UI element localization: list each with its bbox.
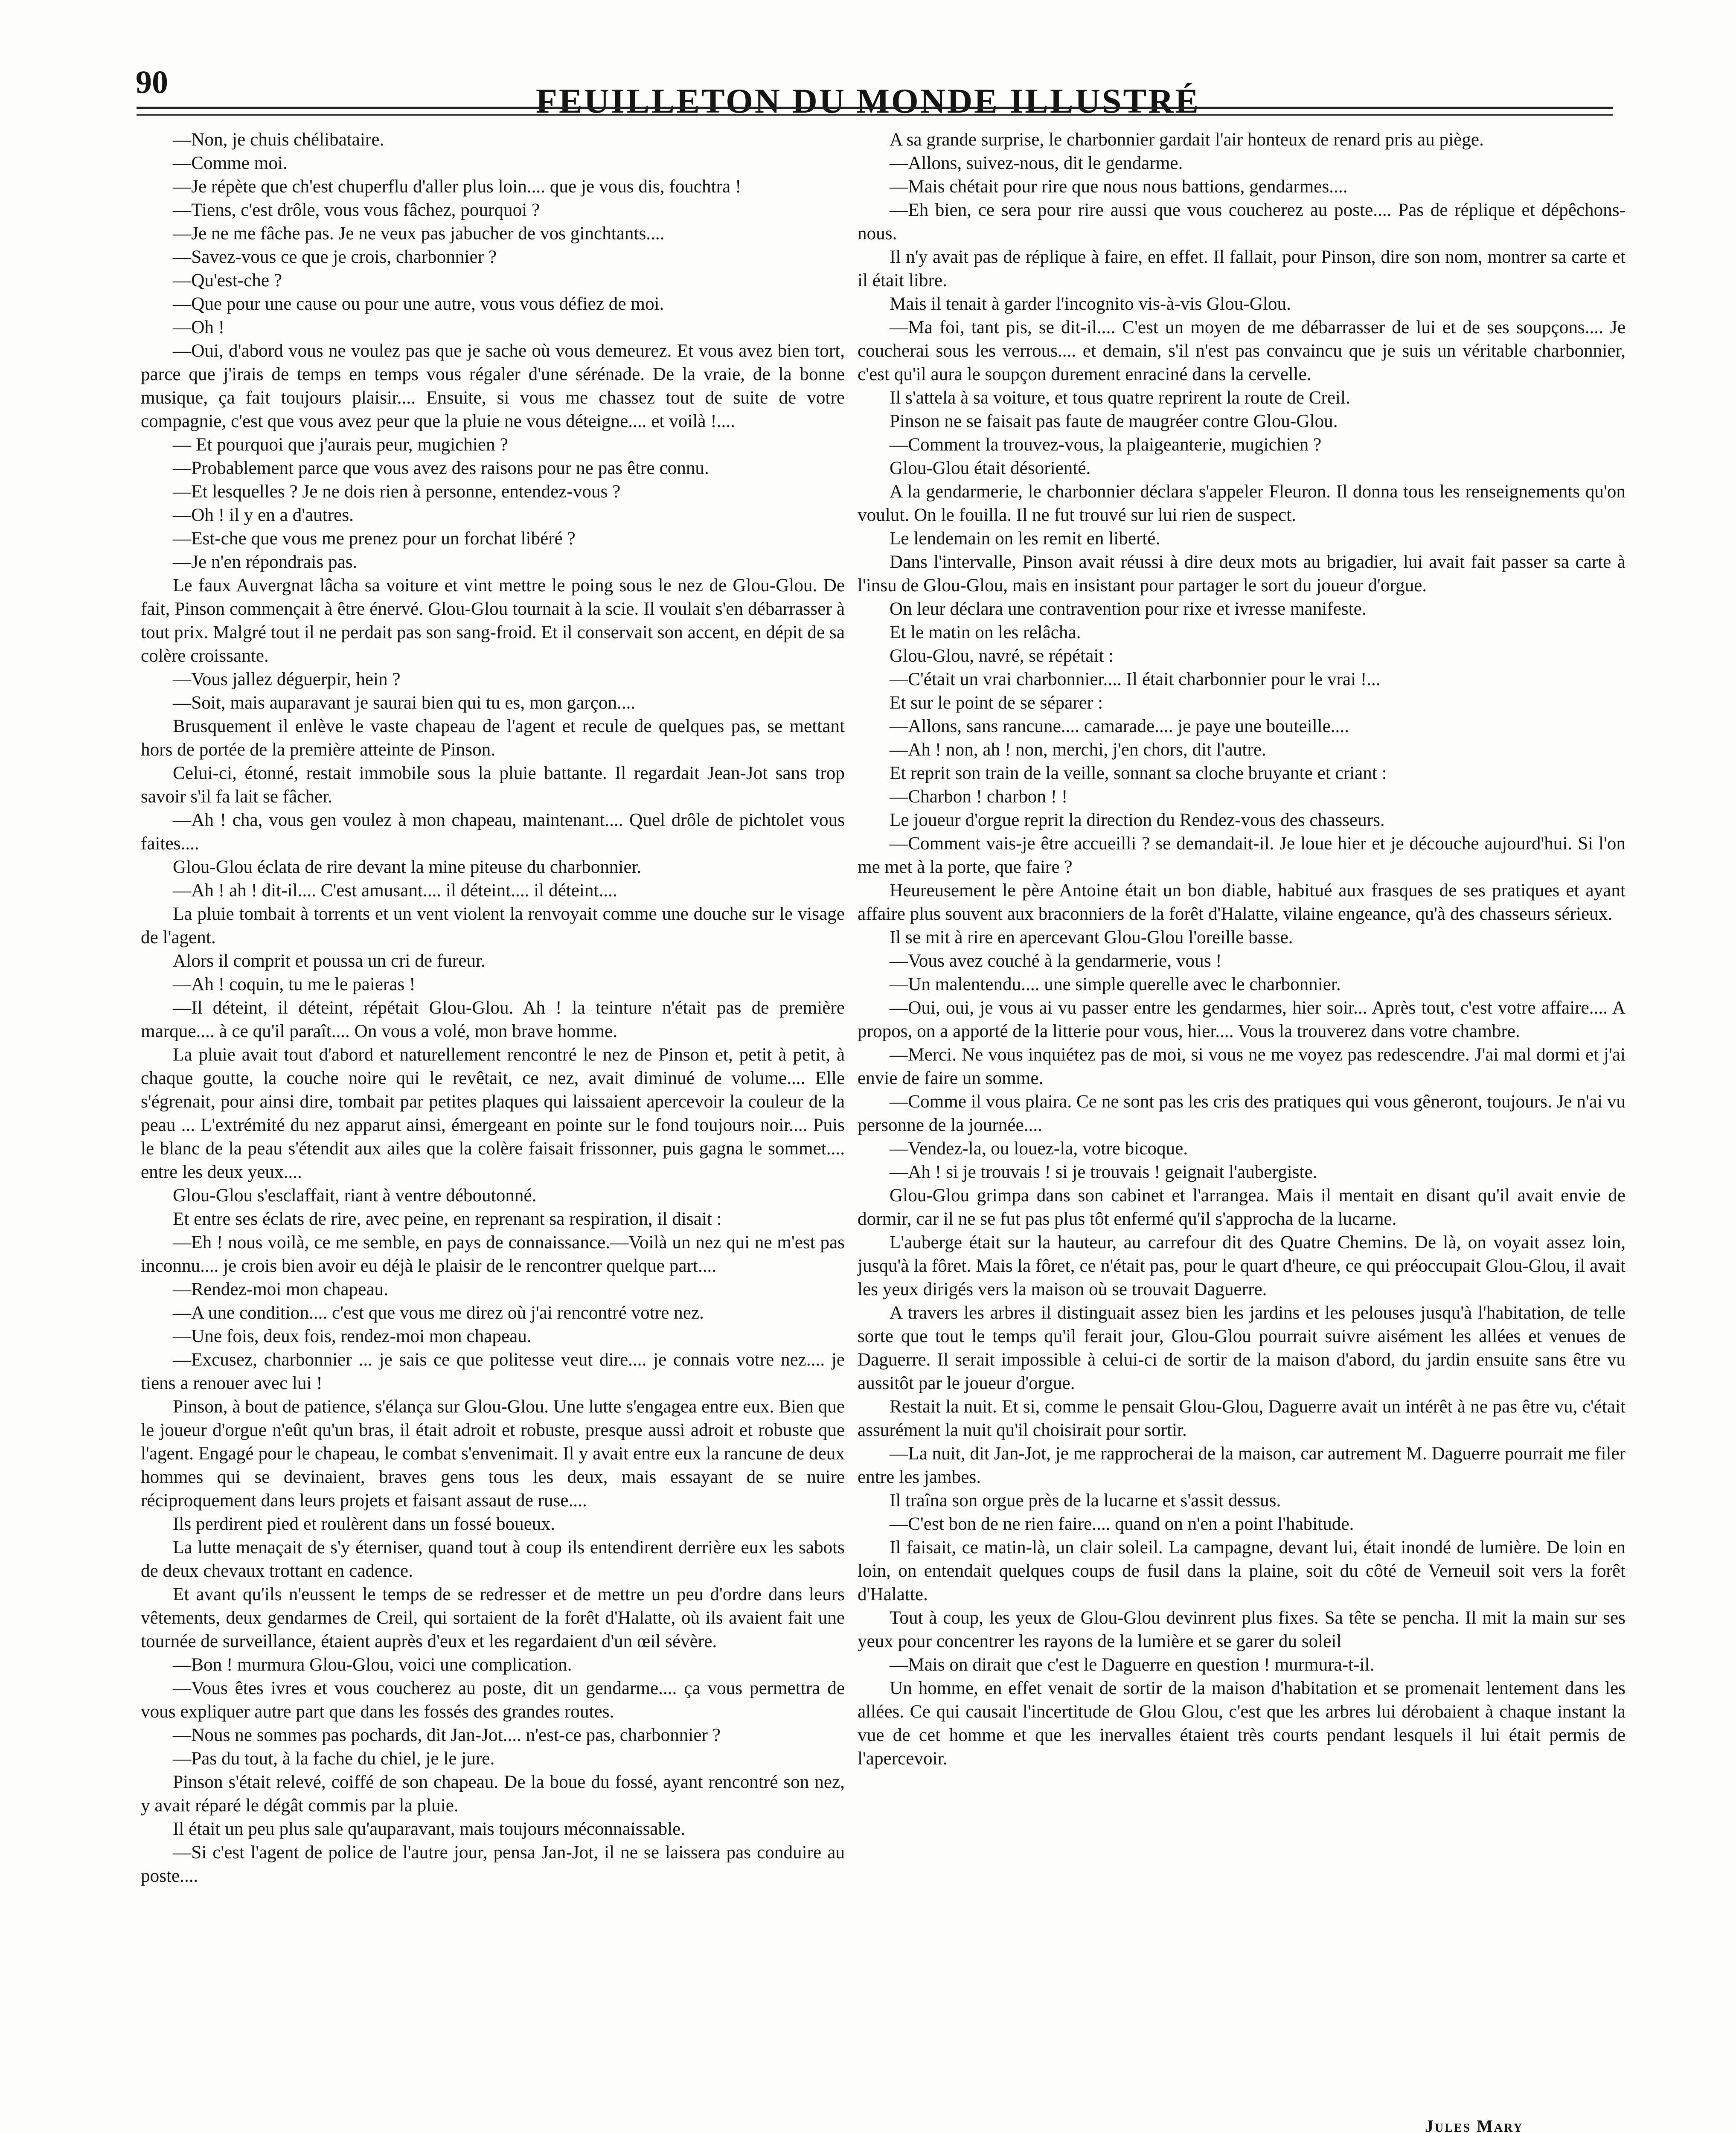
paragraph: Il était un peu plus sale qu'auparavant, mais toujours méconnaissable. (173, 1819, 686, 1839)
paragraph: Glou-Glou s'esclaffait, riant à ventre déboutonné. (173, 1186, 537, 1206)
paragraph: La pluie tombait à torrents et un vent violent la renvoyait comme une douche sur le visage de l'agent. (141, 904, 845, 947)
paragraph: L'auberge était sur la hauteur, au carrefour dit des Quatre Chemins. De là, on voyait assez loin, jusqu'à la fôret. Mais la fôret, ce n'était pas, pour le quart d'heure, ce qui préoccupait Glou-Glou, il avait les yeux dirigés vers la maison où se trouvait Daguerre. (858, 1232, 1626, 1299)
paragraph: —C'était un vrai charbonnier.... Il était charbonnier pour le vrai !... (890, 669, 1381, 689)
paragraph: —Eh ! nous voilà, ce me semble, en pays de connaissance.—Voilà un nez qui ne m'est pas inconnu.... je crois bien avoir eu déjà le plaisir de le rencontrer quelque part.... (141, 1232, 845, 1276)
paragraph: —Comme moi. (173, 153, 288, 173)
paragraph: —Vous avez couché à la gendarmerie, vous ! (890, 951, 1222, 971)
paragraph: Et avant qu'ils n'eussent le temps de se redresser et de mettre un peu d'ordre dans leurs vêtements, deux gendarmes de Creil, qui sortaient de la forêt d'Halatte, où ils avaient fait une tournée de surveillance, étaient auprès d'eux et les regardaient d'un œil sévère. (141, 1584, 845, 1651)
paragraph: —Vendez-la, ou louez-la, votre bicoque. (890, 1139, 1188, 1159)
paragraph: Il faisait, ce matin-là, un clair soleil. La campagne, devant lui, était inondé de lumière. De loin en loin, on entendait quelques coups de fusil dans la plaine, soit du côté de Verneuil soit vers la forêt d'Halatte. (858, 1537, 1626, 1604)
paragraph: —Il déteint, il déteint, répétait Glou-Glou. Ah ! la teinture n'était pas de première marque.... à ce qu'il paraît.... On vous a volé, mon brave homme. (141, 998, 845, 1041)
left-column (141, 128, 845, 1888)
paragraph: —Oui, d'abord vous ne voulez pas que je sache où vous demeurez. Et vous avez bien tort, parce que j'irais de temps en temps vous régaler d'une sérénade. De la vraie, de la bonne musique, ça fait toujours plaisir.... Ensuite, si vous me chassez tout de suite de votre compagnie, c'est que vous avez peur que la pluie ne vous déteigne.... et voilà !.... (141, 341, 845, 431)
paragraph: A la gendarmerie, le charbonnier déclara s'appeler Fleuron. Il donna tous les renseignements qu'on voulut. On le fouilla. Il ne fut trouvé sur lui rien de suspect. (858, 482, 1626, 525)
paragraph: Le faux Auvergnat lâcha sa voiture et vint mettre le poing sous le nez de Glou-Glou. De fait, Pinson commençait à être énervé. Glou-Glou tournait à la scie. Il voulait s'en débarrasser à tout prix. Malgré tout il ne perdait pas son sang-froid. Et il conservait son accent, en dépit de sa colère croissante. (141, 575, 845, 666)
paragraph: Il se mit à rire en apercevant Glou-Glou l'oreille basse. (890, 927, 1293, 947)
paragraph: —Ah ! cha, vous gen voulez à mon chapeau, maintenant.... Quel drôle de pichtolet vous faites.... (141, 810, 845, 854)
paragraph: La pluie avait tout d'abord et naturellement rencontré le nez de Pinson et, petit à petit, à chaque goutte, la couche noire qui le revêtait, ce nez, avait diminué de volume.... Elle s'égrenait, pour ainsi dire, tombait par petites plaques qui laissaient apercevoir la couleur de la peau ... L'extrémité du nez apparut ainsi, émergeant en pointe sur le fond toujours noir.... Puis le blanc de la peau s'étendit aux ailes que la colère faisait frissonner, puis gagna le sommet.... entre les deux yeux.... (141, 1045, 845, 1182)
paragraph: —C'est bon de ne rien faire.... quand on n'en a point l'habitude. (890, 1514, 1354, 1534)
paragraph: —Mais on dirait que c'est le Daguerre en question ! murmura-t-il. (890, 1655, 1375, 1675)
paragraph: Glou-Glou, navré, se répétait : (890, 646, 1114, 666)
paragraph: Glou-Glou était désorienté. (890, 458, 1091, 478)
paragraph: —Comment la trouvez-vous, la plaigeanterie, mugichien ? (890, 435, 1322, 455)
paragraph: Le joueur d'orgue reprit la direction du Rendez-vous des chasseurs. (890, 810, 1385, 830)
paragraph: A travers les arbres il distinguait assez bien les jardins et les pelouses jusqu'à l'habitation, de telle sorte que tout le temps qu'il ferait jour, Glou-Glou pourrait suivre aisément les allées et venues de Daguerre. Il serait impossible à celui-ci de sortir de la maison d'abord, du jardin ensuite sans être vu aussitôt par le joueur d'orgue. (858, 1303, 1626, 1393)
paragraph: —Que pour une cause ou pour une autre, vous vous défiez de moi. (173, 294, 664, 314)
paragraph: Et reprit son train de la veille, sonnant sa cloche bruyante et criant : (890, 763, 1387, 783)
paragraph: —Je n'en répondrais pas. (173, 552, 358, 572)
paragraph: —A une condition.... c'est que vous me direz où j'ai rencontré votre nez. (173, 1303, 704, 1323)
paragraph: —Pas du tout, à la fache du chiel, je le jure. (173, 1749, 495, 1769)
paragraph: A sa grande surprise, le charbonnier gardait l'air honteux de renard pris au piège. (890, 130, 1484, 150)
paragraph: —Ah ! coquin, tu me le paieras ! (173, 974, 416, 994)
paragraph: Pinson ne se faisait pas faute de maugréer contre Glou-Glou. (890, 411, 1338, 431)
paragraph: —Ah ! ah ! dit-il.... C'est amusant.... il déteint.... il déteint.... (173, 881, 617, 901)
paragraph: Pinson, à bout de patience, s'élança sur Glou-Glou. Une lutte s'engagea entre eux. Bien que le joueur d'orgue n'eût qu'un bras, il était adroit et robuste, presque aussi adroit et robuste que l'agent. Engagé pour le chapeau, le combat s'envenimait. Il y avait entre eux la rancune de deux hommes qui se devinaient, braves gens tous les deux, mais essayant de se nuire réciproquement dans leurs projets et faisant assaut de ruse.... (141, 1397, 845, 1511)
paragraph: —Bon ! murmura Glou-Glou, voici une complication. (173, 1655, 572, 1675)
paragraph: Pinson s'était relevé, coiffé de son chapeau. De la boue du fossé, ayant rencontré son nez, y avait réparé le dégât commis par la pluie. (141, 1772, 845, 1816)
paragraph: —Probablement parce que vous avez des raisons pour ne pas être connu. (173, 458, 709, 478)
paragraph: Glou-Glou éclata de rire devant la mine piteuse du charbonnier. (173, 857, 642, 877)
paragraph: —Ah ! non, ah ! non, merchi, j'en chors, dit l'autre. (890, 740, 1266, 760)
header-rule-thin (137, 114, 1613, 116)
paragraph: —Comment vais-je être accueilli ? se demandait-il. Je loue hier et je découche aujourd'hui. Si l'on me met à la porte, que faire ? (858, 834, 1626, 877)
paragraph: Dans l'intervalle, Pinson avait réussi à dire deux mots au brigadier, lui avait fait passer sa carte à l'insu de Glou-Glou, mais en insistant pour partager le sort du joueur d'orgue. (858, 552, 1626, 596)
paragraph: Il traîna son orgue près de la lucarne et s'assit dessus. (890, 1491, 1281, 1511)
paragraph: Glou-Glou grimpa dans son cabinet et l'arrangea. Mais il mentait en disant qu'il avait envie de dormir, car il ne se fut pas plus tôt enfermé qu'il s'approcha de la lucarne. (858, 1186, 1626, 1229)
paragraph: La lutte menaçait de s'y éterniser, quand tout à coup ils entendirent derrière eux les sabots de deux chevaux trottant en cadence. (141, 1537, 845, 1581)
header-rule (137, 107, 1613, 109)
running-head: FEUILLETON DU MONDE ILLUSTRÉ (535, 81, 1201, 120)
paragraph: —Oh ! (173, 317, 225, 337)
paragraph: —Qu'est-che ? (173, 270, 282, 291)
paragraph: Il s'attela à sa voiture, et tous quatre reprirent la route de Creil. (890, 388, 1350, 408)
paragraph: —Une fois, deux fois, rendez-moi mon chapeau. (173, 1326, 532, 1346)
paragraph: —Je ne me fâche pas. Je ne veux pas jabucher de vos ginchtants.... (173, 224, 665, 244)
paragraph: —Non, je chuis chélibataire. (173, 130, 384, 150)
paragraph: — Et pourquoi que j'aurais peur, mugichien ? (173, 435, 508, 455)
paragraph: —Un malentendu.... une simple querelle avec le charbonnier. (890, 974, 1341, 994)
paragraph: —Mais chétait pour rire que nous nous battions, gendarmes.... (890, 177, 1348, 197)
paragraph: —Vous êtes ivres et vous coucherez au poste, dit un gendarme.... ça vous permettra de vous expliquer autre part que dans les fossés des grandes routes. (141, 1678, 845, 1722)
right-column (858, 128, 1626, 1770)
paragraph: —Merci. Ne vous inquiétez pas de moi, si vous ne me voyez pas redescendre. J'ai mal dormi et j'ai envie de faire un somme. (858, 1045, 1626, 1088)
paragraph: —Oui, oui, je vous ai vu passer entre les gendarmes, hier soir... Après tout, c'est votre affaire.... A propos, on a apporté de la litterie pour vous, hier.... Vous la trouverez dans votre chambre. (858, 998, 1626, 1041)
paragraph: —Je répète que ch'est chuperflu d'aller plus loin.... que je vous dis, fouchtra ! (173, 177, 742, 197)
paragraph: —Est-che que vous me prenez pour un forchat libéré ? (173, 529, 576, 549)
page-number: 90 (136, 64, 168, 100)
paragraph: —Ah ! si je trouvais ! si je trouvais ! geignait l'aubergiste. (890, 1162, 1317, 1182)
paragraph: —Eh bien, ce sera pour rire aussi que vous coucherez au poste.... Pas de réplique et dépêchons-nous. (858, 200, 1626, 244)
paragraph: —Si c'est l'agent de police de l'autre jour, pensa Jan-Jot, il ne se laissera pas conduire au poste.... (141, 1842, 845, 1886)
paragraph: —Tiens, c'est drôle, vous vous fâchez, pourquoi ? (173, 200, 540, 220)
paragraph: —Allons, suivez-nous, dit le gendarme. (890, 153, 1183, 173)
paragraph: Restait la nuit. Et si, comme le pensait Glou-Glou, Daguerre avait un intérêt à ne pas être vu, c'était assurément la nuit qu'il choisirait pour sortir. (858, 1397, 1626, 1440)
paragraph: —Charbon ! charbon ! ! (890, 787, 1068, 807)
paragraph: —Allons, sans rancune.... camarade.... je paye une bouteille.... (890, 716, 1349, 736)
paragraph: On leur déclara une contravention pour rixe et ivresse manifeste. (890, 599, 1367, 619)
paragraph: Heureusement le père Antoine était un bon diable, habitué aux frasques de ses pratiques et ayant affaire plus souvent aux braconniers de la forêt d'Halatte, vilaine engeance, qu'à des chasseurs sérieux. (858, 881, 1626, 924)
paragraph: Et le matin on les relâcha. (890, 622, 1081, 642)
paragraph: —Comme il vous plaira. Ce ne sont pas les cris des pratiques qui vous gêneront, toujours. Je n'ai vu personne de la journée.... (858, 1092, 1626, 1135)
paragraph: Ils perdirent pied et roulèrent dans un fossé boueux. (173, 1514, 555, 1534)
paragraph: Mais il tenait à garder l'incognito vis-à-vis Glou-Glou. (890, 294, 1291, 314)
paragraph: Celui-ci, étonné, restait immobile sous la pluie battante. Il regardait Jean-Jot sans trop savoir s'il fa lait se fâcher. (141, 763, 845, 807)
paragraph: —Rendez-moi mon chapeau. (173, 1279, 388, 1299)
paragraph: Tout à coup, les yeux de Glou-Glou devinrent plus fixes. Sa tête se pencha. Il mit la main sur ses yeux pour concentrer les rayons de la lumière et se garer du soleil (858, 1608, 1626, 1651)
paragraph: —La nuit, dit Jan-Jot, je me rapprocherai de la maison, car autrement M. Daguerre pourrait me filer entre les jambes. (858, 1444, 1626, 1487)
paragraph: Alors il comprit et poussa un cri de fureur. (173, 951, 486, 971)
paragraph: Et sur le point de se séparer : (890, 693, 1103, 713)
paragraph: Il n'y avait pas de réplique à faire, en effet. Il fallait, pour Pinson, dire son nom, montrer sa carte et il était libre. (858, 247, 1626, 291)
paragraph: —Vous jallez déguerpir, hein ? (173, 669, 401, 689)
author-signature: Jules Mary (1425, 2116, 1524, 2133)
paragraph: —Oh ! il y en a d'autres. (173, 505, 354, 525)
paragraph: —Savez-vous ce que je crois, charbonnier ? (173, 247, 497, 267)
paragraph: —Soit, mais auparavant je saurai bien qui tu es, mon garçon.... (173, 693, 636, 713)
paragraph: —Excusez, charbonnier ... je sais ce que politesse veut dire.... je connais votre nez.... je tiens a renouer avec lui ! (141, 1350, 845, 1393)
paragraph: —Et lesquelles ? Je ne dois rien à personne, entendez-vous ? (173, 482, 621, 502)
paragraph: —Nous ne sommes pas pochards, dit Jan-Jot.... n'est-ce pas, charbonnier ? (173, 1725, 721, 1745)
paragraph: Le lendemain on les remit en liberté. (890, 529, 1160, 549)
paragraph: Brusquement il enlève le vaste chapeau de l'agent et recule de quelques pas, se mettant hors de portée de la première atteinte de Pinson. (141, 716, 845, 760)
paragraph: Un homme, en effet venait de sortir de la maison d'habitation et se promenait lentement dans les allées. Ce qui causait l'incertitude de Glou Glou, c'est que les arbres lui dérobaient à chaque instant la vue de cet homme et que les inervalles étaient très courts pendant lesquels il lui était permis de l'apercevoir. (858, 1678, 1626, 1769)
paragraph: Et entre ses éclats de rire, avec peine, en reprenant sa respiration, il disait : (173, 1209, 722, 1229)
paragraph: —Ma foi, tant pis, se dit-il.... C'est un moyen de me débarrasser de lui et de ses soupçons.... Je coucherai sous les verrous.... et demain, s'il n'est pas convaincu que je suis un véritable charbonnier, c'est qu'il aura le soupçon durement enraciné dans la cervelle. (858, 317, 1626, 384)
